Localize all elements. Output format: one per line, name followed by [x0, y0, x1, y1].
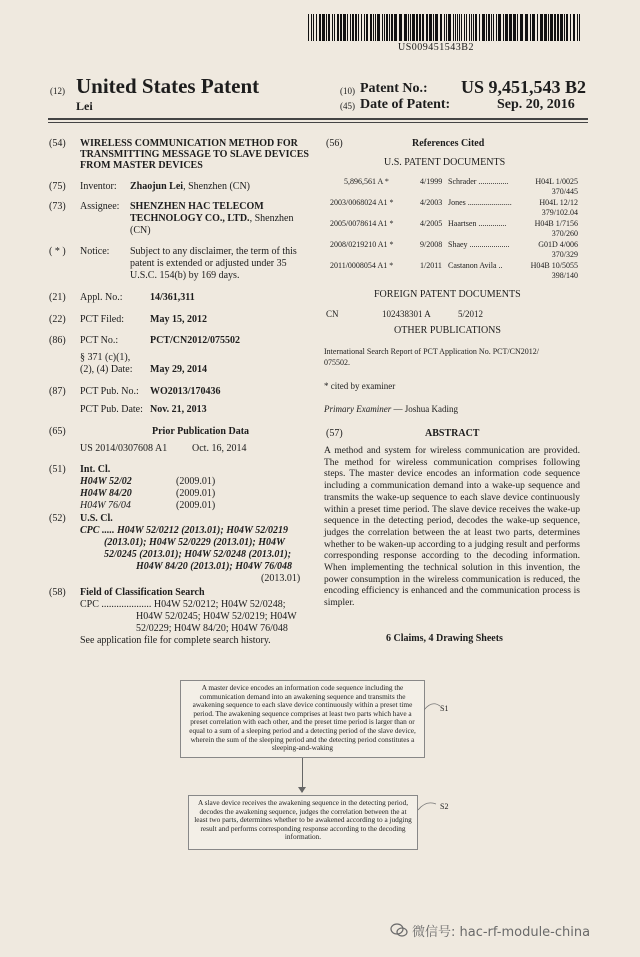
- assignee-key: Assignee:: [80, 201, 120, 212]
- ref-subclass: 370/329: [551, 250, 578, 259]
- foreign-country: CN: [326, 309, 339, 319]
- inventor-short: Lei: [76, 99, 93, 113]
- flow-step-s2-box: A slave device receives the awakening sequence in the detecting period, decodes the awakening sequence, judges the correlation between the at least two parts, determines whether to be awakened according to a judging result and performs corresponding response according to the decoding information.: [188, 795, 418, 850]
- code-75: (75): [49, 181, 66, 192]
- code-54: (54): [49, 138, 66, 149]
- int-cl-version: (2009.01): [176, 476, 216, 487]
- code-52: (52): [49, 513, 66, 524]
- patent-number-label: Patent No.:: [360, 81, 428, 96]
- us-cl-line: CPC ..... H04W 52/0212 (2013.01); H04W 52/0219: [80, 525, 288, 536]
- int-cl-code: H04W 76/04: [80, 500, 131, 511]
- int-cl-code: H04W 84/20: [80, 488, 132, 499]
- assignee-line3: (CN): [130, 225, 151, 236]
- ref-subclass: 370/260: [551, 229, 578, 238]
- barcode-image: [308, 14, 580, 41]
- code-45: (45): [340, 101, 355, 111]
- date-of-patent: Sep. 20, 2016: [497, 97, 575, 112]
- cited-by-examiner: * cited by examiner: [324, 381, 396, 391]
- pct-filed-value: May 15, 2012: [150, 314, 207, 325]
- ref-class: H04B 1/7156: [534, 219, 578, 228]
- pct-pub-date-value: Nov. 21, 2013: [150, 404, 207, 415]
- ref-number: 5,896,561 A *: [344, 177, 389, 186]
- notice-key: Notice:: [80, 246, 110, 257]
- inventor-key: Inventor:: [80, 181, 117, 192]
- appl-no-key: Appl. No.:: [80, 292, 123, 303]
- pct-pub-no-key: PCT Pub. No.:: [80, 386, 139, 397]
- ref-class: H04L 1/0025: [535, 177, 578, 186]
- us-cl-line: H04W 84/20 (2013.01); H04W 76/048: [136, 561, 293, 572]
- assignee-line2: [130, 213, 293, 225]
- wechat-icon: [390, 922, 408, 938]
- inventor-location: , Shenzhen (CN): [183, 181, 251, 192]
- assignee-company: TECHNOLOGY CO., LTD.: [130, 213, 250, 224]
- sec371-line2: (2), (4) Date:: [80, 364, 133, 375]
- field-search-line: See application file for complete search history.: [80, 635, 271, 646]
- ref-number: 2003/0068024 A1 *: [330, 198, 394, 207]
- ref-class: G01D 4/006: [538, 240, 578, 249]
- prior-pub-date: Oct. 16, 2014: [192, 443, 247, 454]
- sec371-line1: § 371 (c)(1),: [80, 352, 131, 363]
- notice-line2: patent is extended or adjusted under 35: [130, 258, 287, 269]
- ref-date: 4/2003: [420, 198, 443, 207]
- ref-name: Schrader ...............: [448, 177, 509, 186]
- code-notice: ( * ): [49, 246, 66, 257]
- inventor-name: Zhaojun Lei: [130, 181, 184, 192]
- field-search-line: 52/0229; H04W 84/20; H04W 76/048: [136, 623, 288, 634]
- ref-name: Jones ......................: [448, 198, 512, 207]
- code-12: (12): [50, 86, 65, 96]
- us-cl-line: (2013.01): [261, 573, 301, 584]
- code-51: (51): [49, 464, 66, 475]
- code-65: (65): [49, 426, 66, 437]
- ref-date: 9/2008: [420, 240, 443, 249]
- ref-number: 2008/0219210 A1 *: [330, 240, 394, 249]
- int-cl-version: (2009.01): [176, 488, 216, 499]
- us-cl-heading: U.S. Cl.: [80, 513, 113, 524]
- foreign-date: 5/2012: [458, 309, 484, 319]
- assignee-line1: SHENZHEN HAC TELECOM: [130, 201, 264, 212]
- references-heading: References Cited: [412, 138, 485, 149]
- inventor-value: [130, 181, 250, 193]
- notice-line1: Subject to any disclaimer, the term of this: [130, 246, 297, 257]
- claims-and-sheets: 6 Claims, 4 Drawing Sheets: [386, 633, 503, 644]
- code-73: (73): [49, 201, 66, 212]
- invention-title: WIRELESS COMMUNICATION METHOD FOR TRANSMITTING MESSAGE TO SLAVE DEVICES FROM MASTER DEVICES: [80, 138, 309, 171]
- notice-line3: U.S.C. 154(b) by 169 days.: [130, 270, 240, 281]
- patent-number: US 9,451,543 B2: [461, 77, 587, 97]
- code-87: (87): [49, 386, 66, 397]
- code-56: (56): [326, 138, 343, 149]
- s2-leader-line: [418, 800, 442, 816]
- date-of-patent-label: Date of Patent:: [360, 97, 451, 112]
- field-search-line: CPC .................... H04W 52/0212; H04W 52/0248;: [80, 599, 286, 610]
- code-58: (58): [49, 587, 66, 598]
- abstract-heading: ABSTRACT: [425, 428, 480, 439]
- foreign-number: 102438301 A: [382, 309, 431, 319]
- pct-no-key: PCT No.:: [80, 335, 119, 346]
- flow-arrow-head: [298, 787, 306, 793]
- prior-pub-number: US 2014/0307608 A1: [80, 443, 168, 454]
- abstract-text: A method and system for wireless communication are provided. The method for wireless communication comprises following steps. The master device encodes an information code sequence including a communication demand into a wake-up sequence and transmits the wake-up sequence to each slave device continuously within a preset time period. The slave device receives the wake-up sequence in the detecting period, decodes the wake-up sequence, judges the correlation between the at least two parts, determines whether to be waken-up according to a judging result and performs corresponding response according to the decoding information. When implementing the technical solution in this invention, the power consumption in the wireless communication is reduced, the encoding efficiency is enhanced and the communication process is simpler.: [324, 446, 580, 609]
- appl-no-value: 14/361,311: [150, 292, 195, 303]
- us-patent-docs-heading: U.S. PATENT DOCUMENTS: [384, 157, 506, 168]
- ref-class: H04L 12/12: [539, 198, 578, 207]
- ref-date: 4/2005: [420, 219, 443, 228]
- code-22: (22): [49, 314, 66, 325]
- int-cl-version: (2009.01): [176, 500, 216, 511]
- ref-name: Castanon Avila ..: [448, 261, 503, 270]
- ref-name: Shaey ....................: [448, 240, 510, 249]
- ref-number: 2011/0008054 A1 *: [330, 261, 394, 270]
- field-search-heading: Field of Classification Search: [80, 587, 205, 598]
- ref-date: 1/2011: [420, 261, 442, 270]
- header-rule-thin: [48, 122, 588, 123]
- ref-subclass: 370/445: [551, 187, 578, 196]
- ref-subclass: 379/102.04: [541, 208, 578, 217]
- int-cl-heading: Int. Cl.: [80, 464, 111, 475]
- pct-no-value: PCT/CN2012/075502: [150, 335, 240, 346]
- code-86: (86): [49, 335, 66, 346]
- ref-subclass: 398/140: [551, 271, 578, 280]
- pct-pub-date-key: PCT Pub. Date:: [80, 404, 143, 415]
- ref-class: H04B 10/5055: [530, 261, 578, 270]
- ref-name: Haartsen ..............: [448, 219, 507, 228]
- header-rule-thick: [48, 118, 588, 120]
- us-cl-line: 52/0245 (2013.01); H04W 52/0248 (2013.01);: [104, 549, 292, 560]
- other-pubs-heading: OTHER PUBLICATIONS: [394, 325, 501, 336]
- code-21: (21): [49, 292, 66, 303]
- doc-type-title: United States Patent: [76, 74, 260, 98]
- code-57: (57): [326, 428, 343, 439]
- barcode-number: US009451543B2: [398, 42, 474, 53]
- foreign-docs-heading: FOREIGN PATENT DOCUMENTS: [374, 289, 521, 300]
- code-10: (10): [340, 86, 355, 96]
- examiner-label: Primary Examiner: [324, 404, 392, 414]
- primary-examiner: [324, 404, 458, 414]
- field-search-line: H04W 52/0245; H04W 52/0219; H04W: [136, 611, 297, 622]
- s2-label: S2: [440, 802, 449, 811]
- examiner-name: — Joshua Kading: [391, 404, 458, 414]
- prior-pub-heading: Prior Publication Data: [152, 426, 250, 437]
- assignee-city: , Shenzhen: [249, 213, 294, 224]
- s1-label: S1: [440, 704, 449, 713]
- pct-pub-no-value: WO2013/170436: [150, 386, 221, 397]
- ref-date: 4/1999: [420, 177, 443, 186]
- int-cl-code: H04W 52/02: [80, 476, 132, 487]
- ref-number: 2005/0078614 A1 *: [330, 219, 394, 228]
- sec371-date: May 29, 2014: [150, 364, 207, 375]
- other-pub-line: 075502.: [324, 358, 350, 367]
- pct-filed-key: PCT Filed:: [80, 314, 124, 325]
- us-cl-line: (2013.01); H04W 52/0229 (2013.01); H04W: [104, 537, 285, 548]
- wechat-watermark: 微信号: hac-rf-module-china: [412, 925, 591, 940]
- other-pub-line: International Search Report of PCT Application No. PCT/CN2012/: [324, 347, 539, 356]
- flow-step-s1-box: A master device encodes an information code sequence including the communication demand into an awakening sequence and transmits the awakening sequence to each slave device continuously within a preset time period. The awakening sequence comprises at least two parts which have a preset correlation with each other, and the preset time period is larger than or equal to a sum of a sleeping period and a detecting period of the slave device, wherein the sum of the sleeping period and the detecting period constitutes a sleeping-and-waking: [180, 680, 425, 758]
